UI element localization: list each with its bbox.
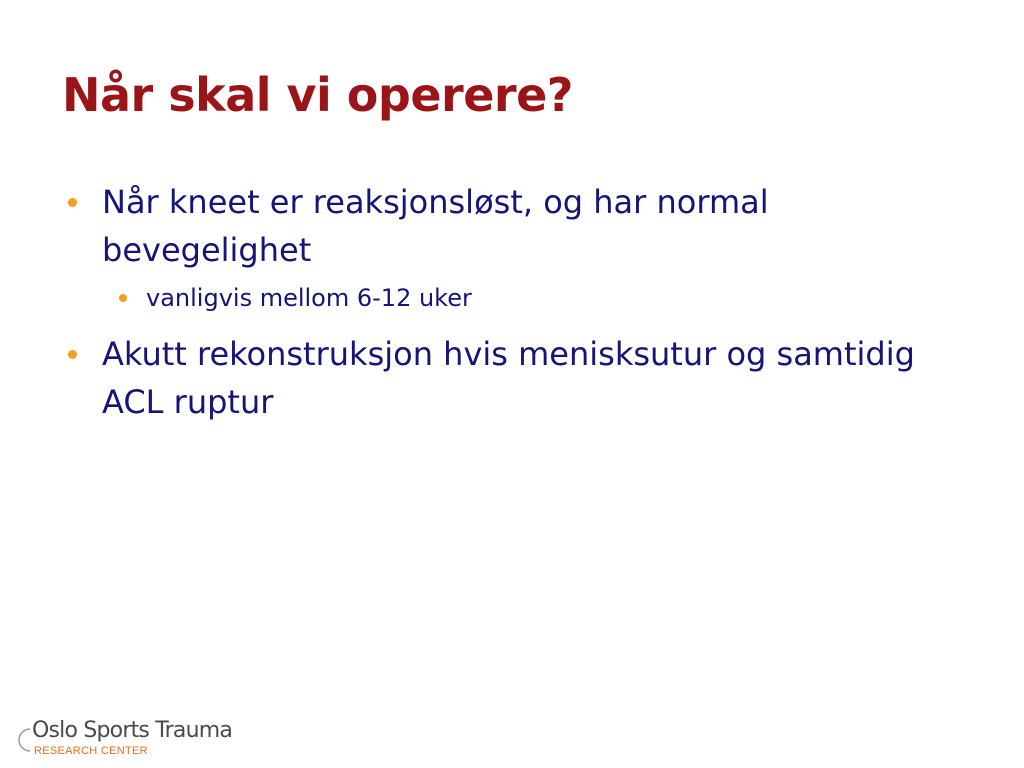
bullet-item [62, 178, 922, 274]
bullet-list [62, 178, 922, 430]
bullet-dot-icon [68, 198, 77, 207]
slide-title: Når skal vi operere? [62, 68, 573, 122]
logo-arc-icon [18, 728, 32, 752]
bullet-dot-icon [119, 294, 127, 302]
sub-bullet-item [62, 278, 922, 318]
sub-bullet-text: vanligvis mellom 6-12 uker [146, 284, 472, 312]
bullet-item [62, 330, 922, 426]
logo-name: Oslo Sports Trauma [32, 718, 233, 743]
bullet-dot-icon [68, 350, 77, 359]
bullet-text: Når kneet er reaksjonsløst, og har normal bevegelighet [102, 183, 769, 269]
logo [18, 718, 268, 762]
bullet-text: Akutt rekonstruksjon hvis menisksutur og samtidig ACL ruptur [102, 335, 915, 421]
logo-subtitle: RESEARCH CENTER [34, 745, 148, 757]
